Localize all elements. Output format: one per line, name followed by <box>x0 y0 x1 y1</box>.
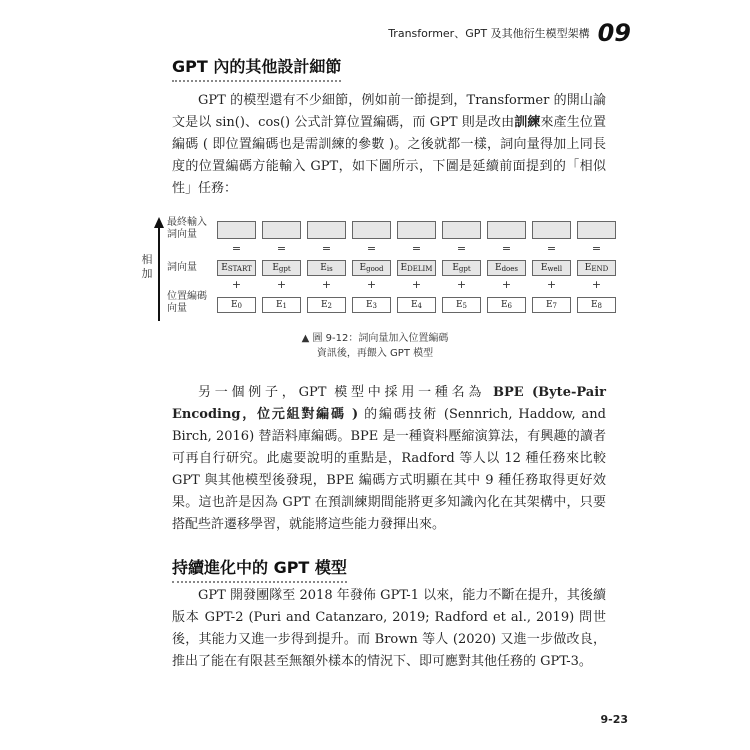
final-input-vector-cell <box>217 221 256 239</box>
equals-sign: = <box>231 242 242 255</box>
vector-symbol: E <box>590 300 598 310</box>
vector-subscript: 0 <box>237 302 243 310</box>
vector-subscript: 5 <box>462 302 468 310</box>
emphasis-text: BPE (Byte-Pair Encoding，位元組對編碼 ) <box>172 385 606 422</box>
plus-sign: + <box>501 278 512 291</box>
page-number: 9-23 <box>600 713 628 726</box>
vector-symbol: E <box>455 300 463 310</box>
equals-sign: = <box>276 242 287 255</box>
vector-subscript: 7 <box>552 302 558 310</box>
final-input-vector-cell <box>397 221 436 239</box>
vector-symbol: E <box>221 263 228 273</box>
word-vector-cell <box>397 260 436 276</box>
word-vector-cell <box>217 260 256 276</box>
vector-symbol: E <box>365 300 373 310</box>
equals-sign: = <box>366 242 377 255</box>
figure-caption <box>0 331 750 361</box>
final-input-vector-cell <box>262 221 301 239</box>
word-vector-cell <box>307 260 346 276</box>
word-vector-cell <box>262 260 301 276</box>
vector-subscript: 6 <box>507 302 513 310</box>
word-vector-cell <box>532 260 571 276</box>
vector-symbol: E <box>272 263 279 273</box>
vector-symbol: E <box>359 263 367 273</box>
word-vector-cell <box>352 260 391 276</box>
sum-label: 相加 <box>141 253 153 280</box>
equals-sign: = <box>546 242 557 255</box>
plus-sign: + <box>546 278 557 291</box>
vector-subscript: 4 <box>417 302 423 310</box>
vector-symbol: E <box>500 300 508 310</box>
vector-subscript: END <box>591 265 609 273</box>
chapter-number: 09 <box>597 19 631 47</box>
position-vector-cell <box>442 297 481 313</box>
plus-sign: + <box>591 278 602 291</box>
vector-symbol: E <box>400 263 408 273</box>
word-vector-cell <box>442 260 481 276</box>
final-input-vector-cell <box>577 221 616 239</box>
arrow-shaft <box>158 227 160 321</box>
final-input-vector-cell <box>307 221 346 239</box>
vector-subscript: 1 <box>282 302 288 310</box>
equals-sign: = <box>591 242 602 255</box>
vector-subscript: 2 <box>327 302 333 310</box>
vector-subscript: good <box>366 265 384 273</box>
section-heading-gpt-evolution: 持續進化中的 GPT 模型 <box>172 555 347 583</box>
paragraph-text: 來產生位置編碼 ( 即位置編碼也是需訓練的參數 )。之後就都一樣，詞向量得加上同長度的位置編碼方能輸入 GPT，如下圖所示，下圖是延續前面提到的「相似性」任務： <box>172 115 606 196</box>
vector-symbol: E <box>540 263 548 273</box>
vector-subscript: is <box>326 265 333 273</box>
paragraph-position-encoding <box>172 90 606 200</box>
row-label-final-input: 最終輸入詞向量 <box>167 217 207 240</box>
vector-symbol: E <box>410 300 418 310</box>
plus-sign: + <box>456 278 467 291</box>
vector-subscript: gpt <box>458 265 471 273</box>
final-input-vector-cell <box>352 221 391 239</box>
equals-sign: = <box>456 242 467 255</box>
final-input-vector-cell <box>487 221 526 239</box>
plus-sign: + <box>321 278 332 291</box>
running-header-title: Transformer、GPT 及其他衍生模型架構 <box>388 27 590 40</box>
plus-sign: + <box>411 278 422 291</box>
vector-subscript: DELIM <box>407 265 433 273</box>
paragraph-text: 另一個例子，GPT 模型中採用一種名為 <box>198 385 494 400</box>
caption-line-1: ▲ 圖 9-12：詞向量加入位置編碼 <box>301 333 449 344</box>
vector-subscript: START <box>227 265 252 273</box>
paragraph-gpt-evolution <box>172 585 606 673</box>
position-vector-cell <box>217 297 256 313</box>
paragraph-bpe <box>172 382 606 536</box>
word-vector-cell <box>577 260 616 276</box>
vector-subscript: gpt <box>278 265 291 273</box>
equals-sign: = <box>501 242 512 255</box>
running-header <box>388 19 631 47</box>
position-vector-cell <box>262 297 301 313</box>
embedding-diagram <box>140 215 620 325</box>
vector-subscript: does <box>501 265 518 273</box>
word-vector-cell <box>487 260 526 276</box>
vector-subscript: well <box>547 265 563 273</box>
section-heading-gpt-details: GPT 內的其他設計細節 <box>172 54 341 82</box>
equals-sign: = <box>411 242 422 255</box>
vector-symbol: E <box>452 263 459 273</box>
paragraph-text: 的編碼技術 (Sennrich, Haddow, and Birch, 2016) 替語料庫編碼。BPE 是一種資料壓縮演算法，有興趣的讀者可再自行研究。此處要說明的重點是，Radford 等人以 12 種任務來比較 GPT 與其他模型後發現，BPE 編碼方式明顯在其中 9 種任務取得更好效果。這也許是因為 GPT 在預訓練期間能將更多知識內化在其架構中，只要搭配些許遷移學習，就能將這些能力發揮出來。 <box>172 407 606 532</box>
vector-symbol: E <box>545 300 553 310</box>
vector-symbol: E <box>320 300 328 310</box>
vector-symbol: E <box>230 300 238 310</box>
final-input-vector-cell <box>532 221 571 239</box>
paragraph-text: GPT 的模型還有不少細節，例如前一節提到，Transformer 的開山論文是以 sin()、cos() 公式計算位置編碼，而 GPT 則是改由 <box>172 93 606 130</box>
vector-symbol: E <box>584 263 592 273</box>
row-label-position-vector: 位置編碼向量 <box>167 291 207 314</box>
plus-sign: + <box>231 278 242 291</box>
position-vector-cell <box>487 297 526 313</box>
vector-symbol: E <box>275 300 283 310</box>
caption-line-2: 資訊後，再餵入 GPT 模型 <box>316 348 434 359</box>
equals-sign: = <box>321 242 332 255</box>
position-vector-cell <box>352 297 391 313</box>
position-vector-cell <box>397 297 436 313</box>
final-input-vector-cell <box>442 221 481 239</box>
row-label-word-vector: 詞向量 <box>167 262 197 273</box>
emphasis-text: 訓練 <box>514 115 541 130</box>
vector-symbol: E <box>494 263 502 273</box>
plus-sign: + <box>276 278 287 291</box>
vector-subscript: 8 <box>597 302 603 310</box>
vector-subscript: 3 <box>372 302 378 310</box>
position-vector-cell <box>307 297 346 313</box>
position-vector-cell <box>532 297 571 313</box>
plus-sign: + <box>366 278 377 291</box>
vector-symbol: E <box>320 263 327 273</box>
paragraph-text: GPT 開發團隊至 2018 年發佈 GPT-1 以來，能力不斷在提升，其後續版本 GPT-2 (Puri and Catanzaro, 2019; Radford et al., 2019) 問世後，其能力又進一步得到提升。而 Brown 等人 (2020) 又進一步做改良，推出了能在有限甚至無額外樣本的情況下、即可應對其他任務的 GPT-3。 <box>172 588 606 669</box>
position-vector-cell <box>577 297 616 313</box>
